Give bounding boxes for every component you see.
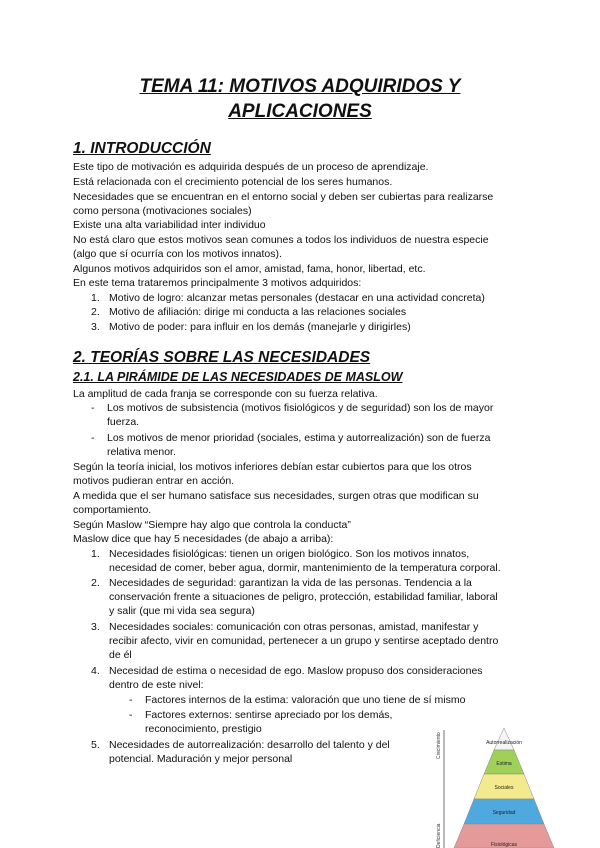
list-marker: 3. xyxy=(91,321,100,333)
list-item-logro: Motivo de logro: alcanzar metas personales (destacar en una actividad concreta) xyxy=(109,292,485,304)
paragraph-line: comportamiento. xyxy=(73,504,152,516)
need-marker: 1. xyxy=(91,548,100,560)
bullet-line: fuerza. xyxy=(107,416,140,428)
intro-line: (algo que sí ocurría con los motivos innatos). xyxy=(73,248,282,260)
need-line: Necesidades de seguridad: garantizan la vida de las personas. Tendencia a la xyxy=(109,577,472,589)
pyramid-axis-label-bottom: Deficiencia xyxy=(436,823,442,848)
paragraph-line: A medida que el ser humano satisface sus necesidades, surgen otras que modifican su xyxy=(73,490,479,502)
pyramid-label-autorrealizacion: Autorrealización xyxy=(486,740,522,746)
bullet-marker: - xyxy=(91,432,95,444)
document-title-line-1: TEMA 11: MOTIVOS ADQUIRIDOS Y xyxy=(139,76,461,97)
need-line: de él xyxy=(109,649,132,661)
pyramid-axis-label-top: Crecimiento xyxy=(436,732,442,759)
need-line: conservación frente a situaciones de peligro, protección, estabilidad familiar, laboral xyxy=(109,591,498,603)
maslow-pyramid-figure xyxy=(430,725,580,848)
sub-bullet-line: Factores externos: sentirse apreciado por los demás, xyxy=(145,709,393,721)
need-line: Necesidades fisiológicas: tienen un origen biológico. Son los motivos innatos, xyxy=(109,548,470,560)
section-2-heading: 2. TEORÍAS SOBRE LAS NECESIDADES xyxy=(73,349,371,366)
section-1-heading: 1. INTRODUCCIÓN xyxy=(73,140,211,157)
section-2-1-heading: 2.1. LA PIRÁMIDE DE LAS NECESIDADES DE MASLOW xyxy=(73,370,403,384)
paragraph-line: La amplitud de cada franja se corresponde con su fuerza relativa. xyxy=(73,388,378,400)
intro-line: Algunos motivos adquiridos son el amor, amistad, fama, honor, libertad, etc. xyxy=(73,263,426,275)
bullet-line: relativa menor. xyxy=(107,446,176,458)
document-title-line-2: APLICACIONES xyxy=(228,101,372,122)
sub-bullet-marker: - xyxy=(129,694,133,706)
need-marker: 5. xyxy=(91,739,100,751)
paragraph-line: Según la teoría inicial, los motivos inferiores debían estar cubiertos para que los otros xyxy=(73,461,472,473)
need-line: y salir (que mi vida sea segura) xyxy=(109,605,255,617)
pyramid-level-autorrealizacion xyxy=(494,728,514,750)
paragraph-line: Según Maslow “Siempre hay algo que controla la conducta” xyxy=(73,519,351,531)
sub-bullet-line: reconocimiento, prestigio xyxy=(145,723,262,735)
need-marker: 3. xyxy=(91,621,100,633)
need-line: Necesidades de autorrealización: desarrollo del talento y del xyxy=(109,739,390,751)
list-item-poder: Motivo de poder: para influir en los demás (manejarle y dirigirles) xyxy=(109,321,411,333)
bullet-line: Los motivos de subsistencia (motivos fisiológicos y de seguridad) son los de mayor xyxy=(107,402,494,414)
pyramid-label-fisiologicas: Fisiológicas xyxy=(490,842,518,848)
pyramid-label-seguridad: Seguridad xyxy=(492,810,516,816)
need-line: potencial. Maduración y mejor personal xyxy=(109,753,293,765)
intro-line: Existe una alta variabilidad inter individuo xyxy=(73,219,266,231)
need-marker: 2. xyxy=(91,577,100,589)
intro-line: No está claro que estos motivos sean comunes a todos los individuos de nuestra especie xyxy=(73,234,489,246)
list-marker: 2. xyxy=(91,306,100,318)
intro-line: Está relacionada con el crecimiento potencial de los seres humanos. xyxy=(73,176,393,188)
need-line: necesidad de comer, beber agua, dormir, mantenimiento de la temperatura corporal. xyxy=(109,562,501,574)
paragraph-line: motivos pudieran entrar en acción. xyxy=(73,475,235,487)
sub-bullet-marker: - xyxy=(129,709,133,721)
need-line: Necesidades sociales: comunicación con otras personas, amistad, manifestar y xyxy=(109,621,479,633)
need-line: recibir afecto, vivir en comunidad, pertenecer a un grupo y sentirse aceptado dentro xyxy=(109,635,499,647)
bullet-marker: - xyxy=(91,402,95,414)
bullet-line: Los motivos de menor prioridad (sociales, estima y autorrealización) son de fuerza xyxy=(107,432,491,444)
need-line: Necesidad de estima o necesidad de ego. Maslow propuso dos consideraciones xyxy=(109,665,483,677)
intro-line: Este tipo de motivación es adquirida después de un proceso de aprendizaje. xyxy=(73,161,429,173)
intro-line: En este tema trataremos principalmente 3 motivos adquiridos: xyxy=(73,277,362,289)
need-marker: 4. xyxy=(91,665,100,677)
intro-line: como persona (motivaciones sociales) xyxy=(73,205,252,217)
pyramid-label-sociales: Sociales xyxy=(494,785,514,791)
need-line: dentro de este nivel: xyxy=(109,679,204,691)
sub-bullet-line: Factores internos de la estima: valoración que uno tiene de sí mismo xyxy=(145,694,466,706)
list-marker: 1. xyxy=(91,292,100,304)
list-item-afiliacion: Motivo de afiliación: dirige mi conducta a las relaciones sociales xyxy=(109,306,407,318)
pyramid-label-estima: Estima xyxy=(496,761,512,767)
intro-line: Necesidades que se encuentran en el entorno social y deben ser cubiertas para realizarse xyxy=(73,191,494,203)
paragraph-line: Maslow dice que hay 5 necesidades (de abajo a arriba): xyxy=(73,533,334,545)
